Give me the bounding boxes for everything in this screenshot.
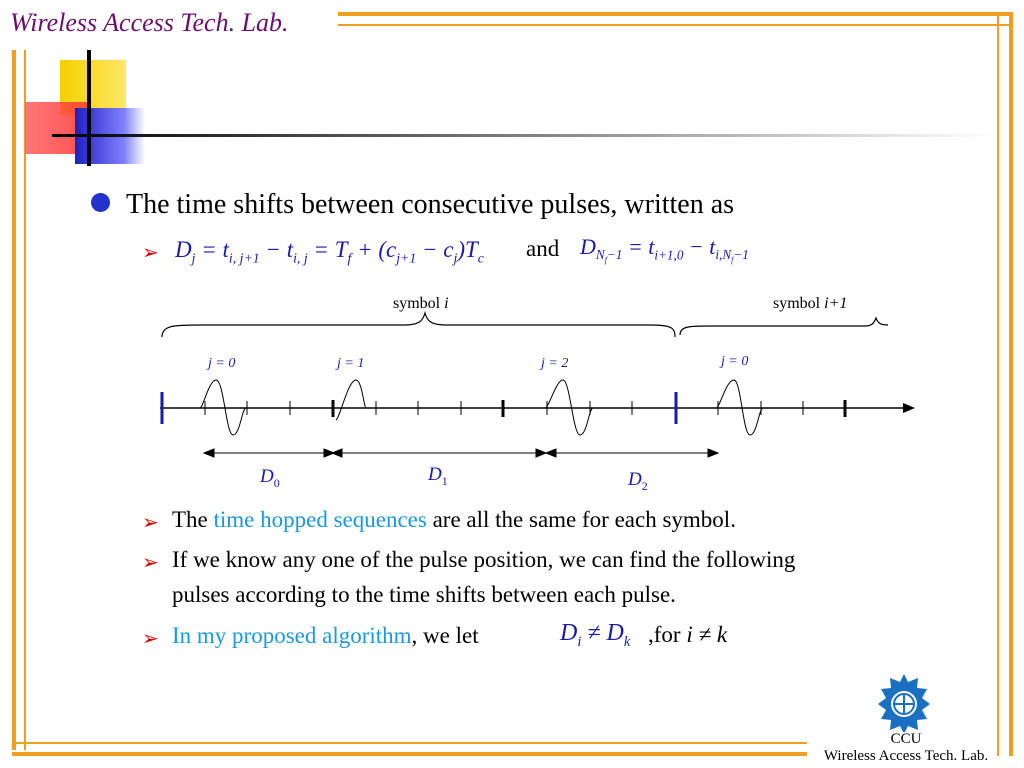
ccu-emblem-icon	[872, 672, 936, 732]
equation-dnf: $D_{N_f-1} = t_{i+1,0} - t_{i,N_f-1}$	[580, 234, 749, 266]
delta-label-0: $D_0$	[260, 466, 280, 490]
arrow-bullet-icon: ➢	[142, 510, 159, 534]
delta-label-2: $D_2$	[628, 469, 648, 493]
j-label-1: j = 1	[337, 356, 365, 371]
symbol-i1-brace	[680, 318, 888, 335]
pulse-1	[336, 380, 366, 420]
equation-dj: $D_j = t_{i, j+1} - t_{i, j} = T_f + (c_{j+1} - c_j)T_c$	[175, 237, 484, 266]
decor-vertical-line	[87, 50, 91, 166]
frame-top-border	[338, 12, 1012, 26]
header-title: Wireless Access Tech. Lab.	[10, 8, 289, 37]
circle-bullet-icon	[91, 193, 110, 212]
ccu-logo-line1: CCU	[890, 731, 922, 747]
arrow-bullet-icon: ➢	[142, 240, 159, 264]
j-label-3: j = 0	[721, 354, 749, 369]
sub-bullet-pulse-line2: pulses according to the time shifts between each pulse.	[172, 582, 676, 607]
symbol-i-brace	[162, 313, 675, 337]
delta-label-1: $D_1$	[428, 464, 448, 488]
time-axis-arrowhead	[903, 403, 915, 413]
symbol-i1-label: symbol i+1	[773, 295, 848, 312]
main-bullet-text: The time shifts between consecutive pulses, written as	[126, 189, 735, 220]
ccu-logo-line2: Wireless Access Tech. Lab.	[823, 748, 989, 764]
decor-horizontal-line	[52, 134, 992, 137]
and-word: and	[526, 236, 560, 261]
sub-bullet-algorithm: In my proposed algorithm, we let	[172, 623, 479, 648]
time-hopped-highlight: time hopped sequences	[213, 507, 427, 532]
arrow-bullet-icon: ➢	[142, 626, 159, 650]
proposed-algorithm-highlight: In my proposed algorithm	[172, 623, 412, 648]
symbol-i-label: symbol i	[393, 295, 449, 312]
for-condition: ,for i ≠ k	[648, 622, 728, 647]
sub-bullet-time-hopped: The time hopped sequences are all the same for each symbol.	[172, 507, 736, 532]
j-label-0: j = 0	[208, 356, 236, 371]
frame-bottom-border	[12, 742, 807, 756]
j-label-2: j = 2	[541, 356, 569, 371]
pulse-timing-diagram	[0, 280, 1024, 500]
delta-arrows	[204, 449, 718, 457]
equation-di-ne-dk: $D_i \ne D_k$	[560, 620, 631, 650]
arrow-bullet-icon: ➢	[142, 550, 159, 574]
sub-bullet-pulse-line1: If we know any one of the pulse position, we can find the following	[172, 547, 796, 572]
